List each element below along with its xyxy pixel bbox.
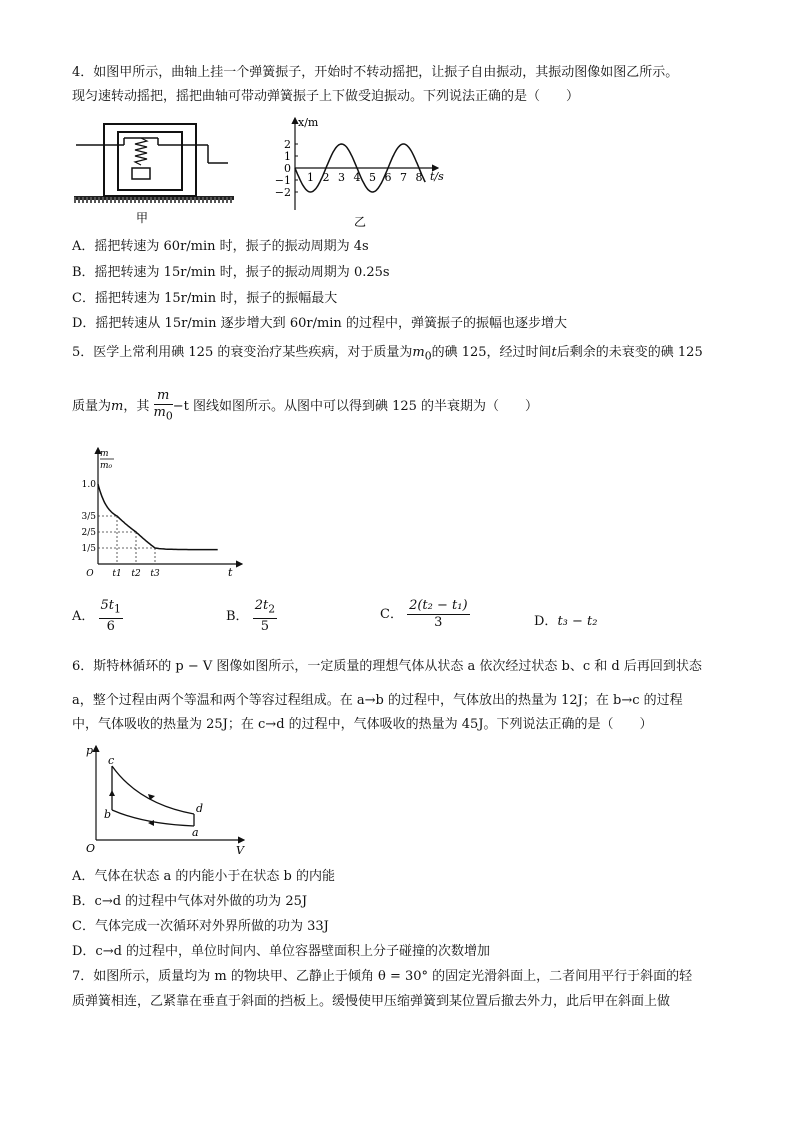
q4-x-tick-label: 6 [384, 171, 392, 184]
q5-chart-xlabel: t [228, 566, 233, 579]
q5-option-d[interactable]: D．t₃ − t₂ [534, 614, 598, 629]
q4-graph-xlabel: t/s [430, 170, 444, 183]
q4-x-tick-label: 4 [353, 171, 361, 184]
q5-x-tick-label: O [86, 569, 94, 579]
q5-stem-line1: 5．医学上常利用碘 125 的衰变治疗某些疾病，对于质量为$m_0$的碘 125，经过时间t后剩余的未衰变的碘 125 [72, 345, 703, 363]
q6-ylabel: p [86, 744, 94, 757]
q5-fraction-m-over-m0: $\frac{m}{m_0}$ [153, 388, 173, 423]
q4-graph-ylabel: x/m [298, 116, 319, 129]
q6-point-c: c [108, 754, 115, 767]
q5-y-tick-label: 2/5 [81, 528, 96, 538]
q6-pv-graph [84, 744, 254, 856]
q6-option-a[interactable]: A．气体在状态 a 的内能小于在状态 b 的内能 [72, 869, 335, 884]
q4-y-tick-label: 2 [284, 138, 291, 151]
q6-option-d[interactable]: D．c→d 的过程中，单位时间内、单位容器壁面积上分子碰撞的次数增加 [72, 944, 491, 959]
q5-decay-chart [80, 444, 250, 580]
q4-stem-line2: 现匀速转动摇把，摇把曲轴可带动弹簧振子上下做受迫振动。下列说法正确的是（ ） [72, 89, 580, 104]
q4-x-tick-label: 5 [369, 171, 376, 184]
q7-stem-line1: 7．如图所示，质量均为 m 的物块甲、乙静止于倾角 θ = 30° 的固定光滑斜面上，二者间用平行于斜面的轻 [72, 969, 693, 984]
q4-x-tick-label: 3 [338, 171, 345, 184]
q4-option-d[interactable]: D．摇把转速从 15r/min 逐步增大到 60r/min 的过程中，弹簧振子的振幅也逐步增大 [72, 316, 567, 331]
q5-option-a[interactable]: A． $\frac{5t_1}{6}$ [72, 598, 121, 634]
q5-x-tick-label: t1 [112, 569, 122, 579]
q6-xlabel: V [236, 844, 244, 856]
q5-option-b[interactable]: B． $\frac{2t_2}{5}$ [226, 598, 276, 634]
q4-fig-jia-label: 甲 [135, 211, 149, 225]
q4-y-tick-label: −1 [274, 174, 291, 187]
q6-option-c[interactable]: C．气体完成一次循环对外界所做的功为 33J [72, 919, 329, 934]
q5-y-tick-label: 1.0 [81, 480, 96, 490]
svg-text:m: m [100, 449, 109, 459]
q5-y-tick-label: 3/5 [81, 512, 96, 522]
q6-option-b[interactable]: B．c→d 的过程中气体对外做的功为 25J [72, 894, 308, 909]
q6-point-b: b [104, 808, 112, 821]
q5-y-tick-label: 1/5 [81, 544, 96, 554]
q6-stem-line1: 6．斯特林循环的 p − V 图像如图所示，一定质量的理想气体从状态 a 依次经过状态 b、c 和 d 后再回到状态 [72, 659, 702, 674]
q4-x-tick-label: 8 [415, 171, 423, 184]
q6-origin: O [86, 842, 96, 855]
q5-chart-ylabel [100, 449, 114, 471]
q4-fig-yi-label: 乙 [353, 215, 367, 229]
q4-y-tick-label: 0 [284, 162, 291, 175]
svg-text:m₀: m₀ [100, 461, 113, 471]
q4-x-tick-label: 7 [400, 171, 407, 184]
q4-figure-jia [74, 118, 234, 228]
q4-figure-yi [270, 112, 450, 230]
q4-option-c[interactable]: C．摇把转速为 15r/min 时，振子的振幅最大 [72, 291, 338, 306]
q7-stem-line2: 质弹簧相连，乙紧靠在垂直于斜面的挡板上。缓慢使甲压缩弹簧到某位置后撤去外力，此后甲在斜面上做 [72, 994, 671, 1009]
q6-point-d: d [196, 802, 204, 815]
q4-x-tick-label: 2 [322, 171, 330, 184]
q4-y-tick-label: −2 [274, 186, 291, 199]
q4-option-a[interactable]: A．摇把转速为 60r/min 时，振子的振动周期为 4s [72, 239, 369, 254]
q5-x-tick-label: t2 [131, 569, 141, 579]
q5-decay-curve [98, 484, 218, 550]
q5-stem-line2: 质量为m，其 $\frac{m}{m_0}$ −t 图线如图所示。从图中可以得到碘 125 的半衰期为（ ） [72, 388, 539, 423]
q4-stem-line1: 4．如图甲所示，曲轴上挂一个弹簧振子，开始时不转动摇把，让振子自由振动，其振动图像如图乙所示。 [72, 65, 679, 80]
q4-y-tick-label: 1 [284, 150, 291, 163]
q5-option-c[interactable]: C． $\frac{\text{2(t₂ − t₁)}}{3}$ [380, 598, 468, 630]
q6-stem-line3: 中，气体吸收的热量为 25J；在 c→d 的过程中，气体吸收的热量为 45J。下列说法正确的是（ ） [72, 717, 653, 732]
q5-x-tick-label: t3 [150, 569, 160, 579]
q4-x-tick-label: 1 [307, 171, 314, 184]
q6-point-a: a [192, 826, 199, 839]
q4-option-b[interactable]: B．摇把转速为 15r/min 时，振子的振动周期为 0.25s [72, 265, 390, 280]
q6-stem-line2: a，整个过程由两个等温和两个等容过程组成。在 a→b 的过程中，气体放出的热量为 12J；在 b→c 的过程 [72, 693, 683, 708]
